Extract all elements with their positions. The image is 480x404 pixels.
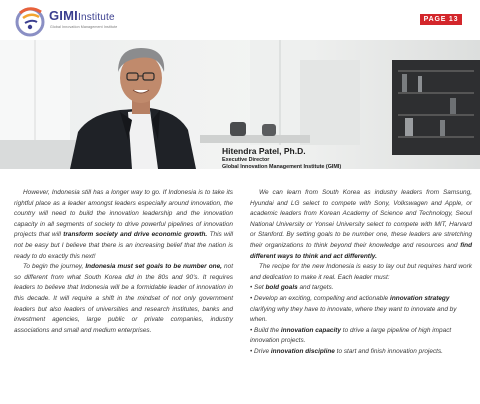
- leader-actions-list: [250, 283, 472, 357]
- page-number-badge: PAGE 13: [420, 14, 462, 25]
- logo-wordmark: GIMIInstitute: [49, 8, 115, 23]
- gimi-logo: [14, 5, 154, 39]
- photo-caption: [222, 146, 422, 170]
- author-organization: Global Innovation Management Institute (GIMI): [222, 164, 342, 170]
- list-item: • Set bold goals and targets.: [250, 284, 334, 292]
- gimi-logo-icon: [14, 5, 46, 37]
- page-header: [0, 0, 480, 42]
- right-paragraph-1: We can learn from South Korea as industry leaders from Samsung, Hyundai and LG select to compete with Sony, Volkswagen and Apple, or academic leaders from Korean Academy of Science and Technology, Seoul National University or Yonsei University select to compete with MIT, Harvard or Stanford. By setting goals to be number one, these leaders are stretching their organizations to think beyond their knowledge and resources and find different ways to think and act differently.: [250, 189, 472, 260]
- author-title: Executive Director: [222, 157, 270, 163]
- author-name: Hitendra Patel, Ph.D.: [222, 146, 306, 156]
- list-item: • Drive innovation discipline to start and finish innovation projects.: [250, 347, 443, 355]
- list-item: • Build the innovation capacity to drive a large pipeline of high impact innovation projects.: [250, 326, 452, 345]
- right-text-column: [250, 188, 472, 358]
- left-paragraph-2: To begin the journey, Indonesia must set goals to be number one, not so different from what South Korea did in the 80s and 90's. It requires leaders to believe that Indonesia will be a formidable leader of innovation in this decade. It will require a shift in the mindset of not only government leaders but also leaders of universities and research institutes, banks and investment agencies, large public or private companies, industry associations and small and medium enterprises.: [14, 263, 233, 334]
- list-item: • Develop an exciting, compelling and actionable innovation strategy clarifying why they have to innovate, where they want to innovate and by when.: [250, 294, 457, 324]
- left-paragraph-1: However, Indonesia still has a longer way to go. If Indonesia is to take its rightful place as a leader amongst leaders especially around innovation, the country will need to build the innovation leadership and the innovation capacity in all segments of society to drive powerful pipelines of innovation projects that will transform society and drive economic growth. This will not be easy but I believe that there is an increasing belief that the nation is ready to do exactly this next!: [14, 189, 233, 260]
- logo-tagline: Global Innovation Management Institute: [50, 25, 118, 29]
- left-text-column: [14, 188, 233, 336]
- right-paragraph-2: The recipe for the new Indonesia is easy to lay out but requires hard work and dedication to make it real. Each leader must:: [250, 263, 472, 281]
